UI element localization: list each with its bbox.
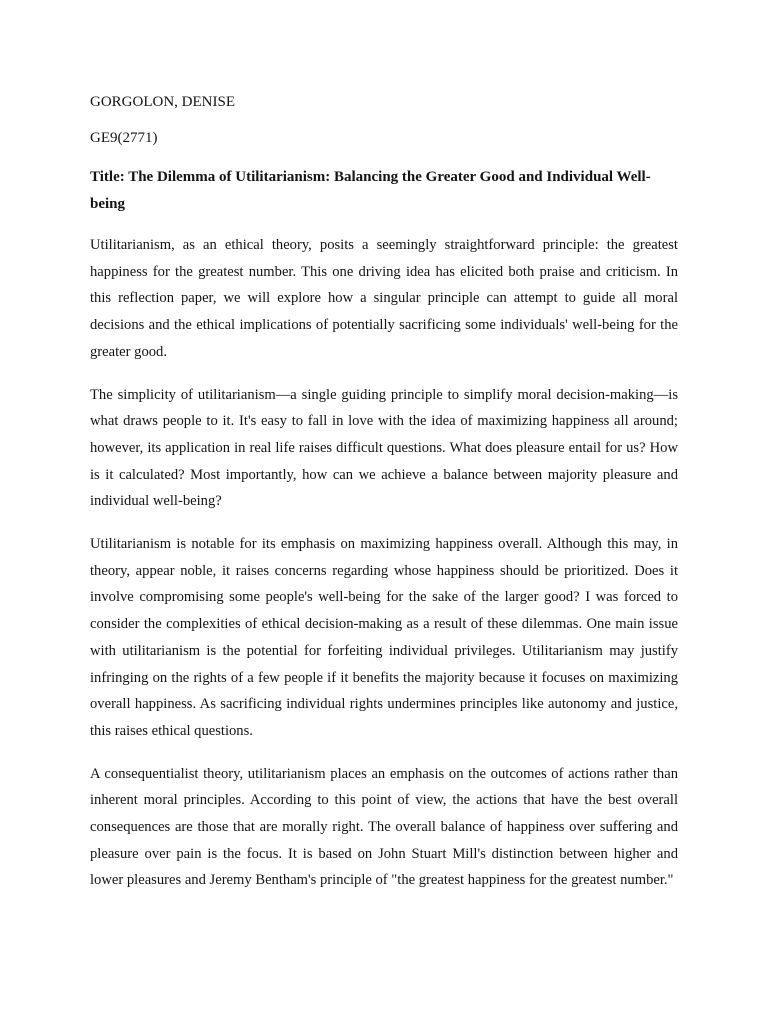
- paragraph-intro: Utilitarianism, as an ethical theory, posits a seemingly straightforward principle: the greatest happiness for the greatest number. This one driving idea has elicited both praise and criticism. In this reflection paper, we will explore how a singular principle can attempt to guide all moral decisions and the ethical implications of potentially sacrificing some individuals' well-being for the greater good.: [90, 237, 678, 360]
- course-code: GE9(2771): [90, 130, 158, 146]
- author-name: GORGOLON, DENISE: [90, 94, 235, 110]
- document-title: Title: The Dilemma of Utilitarianism: Balancing the Greater Good and Individual Well-being: [90, 169, 651, 212]
- paragraph-consequentialism: A consequentialist theory, utilitarianism places an emphasis on the outcomes of actions rather than inherent moral principles. According to this point of view, the actions that have the best overall consequences are those that are morally right. The overall balance of happiness over suffering and pleasure over pain is the focus. It is based on John Stuart Mill's distinction between higher and lower pleasures and Jeremy Bentham's principle of "the greatest happiness for the greatest number.": [90, 765, 678, 889]
- document-page: [90, 92, 678, 910]
- paragraph-simplicity: The simplicity of utilitarianism—a single guiding principle to simplify moral decision-making—is what draws people to it. It's easy to fall in love with the idea of maximizing happiness all around; however, its application in real life raises difficult questions. What does pleasure entail for us? How is it calculated? Most importantly, how can we achieve a balance between majority pleasure and individual well-being?: [90, 386, 678, 510]
- paragraph-individual-rights: Utilitarianism is notable for its emphasis on maximizing happiness overall. Although this may, in theory, appear noble, it raises concerns regarding whose happiness should be prioritized. Does it involve compromising some people's well-being for the sake of the larger good? I was forced to consider the complexities of ethical decision-making as a result of these dilemmas. One main issue with utilitarianism is the potential for forfeiting individual privileges. Utilitarianism may justify infringing on the rights of a few people if it benefits the majority because it focuses on maximizing overall happiness. As sacrificing individual rights undermines principles like autonomy and justice, this raises ethical questions.: [90, 536, 678, 739]
